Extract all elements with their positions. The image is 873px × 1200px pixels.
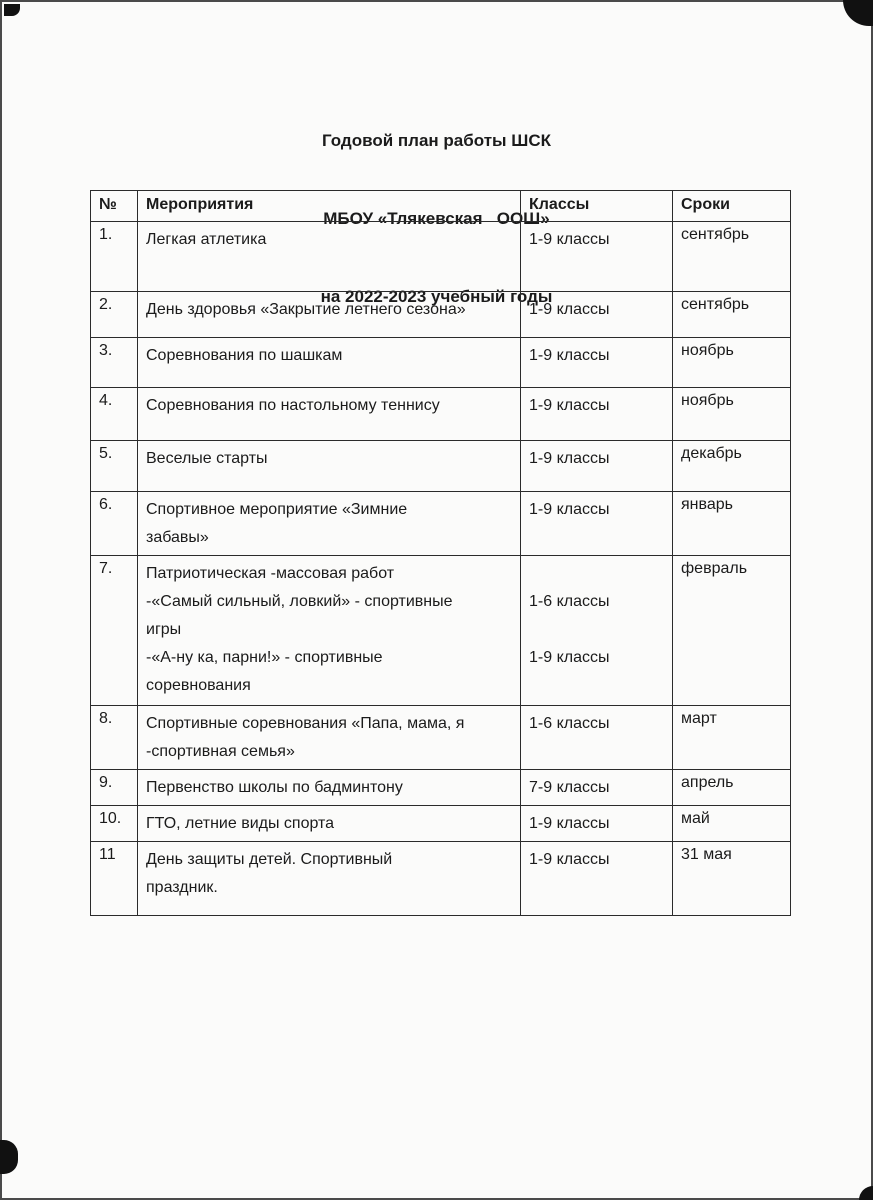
- cell-classes: [521, 388, 673, 441]
- cell-num: 11: [91, 842, 138, 916]
- cell-line: соревнования: [146, 677, 251, 694]
- cell-line: День защиты детей. Спортивный: [146, 851, 393, 868]
- plan-table: [90, 190, 791, 916]
- cell-line: 1-9 классы: [529, 450, 610, 467]
- cell-classes: [521, 338, 673, 388]
- cell-num: 8.: [91, 706, 138, 770]
- cell-line: Первенство школы по бадминтону: [146, 779, 403, 796]
- cell-term: сентябрь: [673, 222, 791, 292]
- cell-classes: [521, 556, 673, 706]
- cell-classes: [521, 770, 673, 806]
- cell-line: 1-6 классы: [529, 593, 610, 610]
- cell-line: игры: [146, 621, 182, 638]
- cell-num: 1.: [91, 222, 138, 292]
- cell-term: декабрь: [673, 441, 791, 492]
- cell-activity: [138, 706, 521, 770]
- cell-classes: [521, 222, 673, 292]
- table-row: [91, 388, 791, 441]
- table-row: [91, 338, 791, 388]
- cell-classes: [521, 842, 673, 916]
- cell-line: Патриотическая -массовая работ: [146, 565, 395, 582]
- table-row: [91, 222, 791, 292]
- cell-classes: [521, 492, 673, 556]
- cell-line: 1-9 классы: [529, 347, 610, 364]
- cell-line: Спортивное мероприятие «Зимние: [146, 501, 408, 518]
- cell-line: забавы»: [146, 529, 209, 546]
- cell-term: март: [673, 706, 791, 770]
- cell-line: [529, 560, 664, 588]
- cell-term: 31 мая: [673, 842, 791, 916]
- table-row: [91, 292, 791, 338]
- scan-artifact-top-right: [843, 0, 873, 26]
- cell-num: 4.: [91, 388, 138, 441]
- title-line-1: Годовой план работы ШСК: [321, 131, 552, 150]
- cell-term: январь: [673, 492, 791, 556]
- cell-num: 2.: [91, 292, 138, 338]
- cell-num: 9.: [91, 770, 138, 806]
- table-row: [91, 806, 791, 842]
- header-num: №: [91, 191, 138, 222]
- cell-line: 1-9 классы: [529, 649, 610, 666]
- cell-line: Легкая атлетика: [146, 231, 267, 248]
- cell-activity: [138, 441, 521, 492]
- scan-artifact-top-left: [4, 4, 20, 16]
- cell-line: 1-9 классы: [529, 501, 610, 518]
- cell-line: 1-9 классы: [529, 815, 610, 832]
- cell-activity: [138, 842, 521, 916]
- scan-artifact-bottom-left: [0, 1140, 18, 1174]
- cell-line: 7-9 классы: [529, 779, 610, 796]
- cell-num: 3.: [91, 338, 138, 388]
- cell-line: 1-9 классы: [529, 397, 610, 414]
- cell-activity: [138, 492, 521, 556]
- cell-line: Соревнования по настольному теннису: [146, 397, 440, 414]
- cell-num: 10.: [91, 806, 138, 842]
- cell-term: май: [673, 806, 791, 842]
- title-line-3: на 2022-2023 учебный годы: [320, 287, 553, 306]
- table-row: [91, 842, 791, 916]
- cell-term: апрель: [673, 770, 791, 806]
- header-classes: Классы: [521, 191, 673, 222]
- header-term: Сроки: [673, 191, 791, 222]
- cell-line: Соревнования по шашкам: [146, 347, 343, 364]
- cell-activity: [138, 388, 521, 441]
- cell-activity: [138, 556, 521, 706]
- table-row: [91, 492, 791, 556]
- cell-line: 1-9 классы: [529, 851, 610, 868]
- table-row: [91, 441, 791, 492]
- cell-term: февраль: [673, 556, 791, 706]
- table-row: [91, 706, 791, 770]
- cell-classes: [521, 706, 673, 770]
- cell-line: День здоровья «Закрытие летнего сезона»: [146, 301, 466, 318]
- cell-term: ноябрь: [673, 388, 791, 441]
- cell-num: 7.: [91, 556, 138, 706]
- cell-activity: [138, 338, 521, 388]
- cell-line: Веселые старты: [146, 450, 268, 467]
- scan-artifact-bottom-right: [859, 1186, 873, 1200]
- table-row: [91, 556, 791, 706]
- cell-line: ГТО, летние виды спорта: [146, 815, 335, 832]
- title-line-2: МБОУ «Тлякевская ООШ»: [323, 209, 550, 228]
- cell-line: праздник.: [146, 879, 218, 896]
- cell-term: сентябрь: [673, 292, 791, 338]
- cell-line: -«Самый сильный, ловкий» - спортивные: [146, 593, 453, 610]
- cell-activity: [138, 292, 521, 338]
- cell-line: [529, 616, 664, 644]
- cell-line: -«А-ну ка, парни!» - спортивные: [146, 649, 383, 666]
- table-row: [91, 770, 791, 806]
- cell-activity: [138, 222, 521, 292]
- cell-classes: [521, 441, 673, 492]
- cell-line: Спортивные соревнования «Папа, мама, я: [146, 715, 465, 732]
- cell-activity: [138, 806, 521, 842]
- plan-table-body: [91, 222, 791, 916]
- cell-line: 1-9 классы: [529, 231, 610, 248]
- cell-line: -спортивная семья»: [146, 743, 295, 760]
- header-activity: Мероприятия: [138, 191, 521, 222]
- cell-num: 5.: [91, 441, 138, 492]
- table-header-row: [91, 191, 791, 222]
- cell-num: 6.: [91, 492, 138, 556]
- cell-classes: [521, 806, 673, 842]
- cell-line: 1-6 классы: [529, 715, 610, 732]
- cell-line: 1-9 классы: [529, 301, 610, 318]
- cell-term: ноябрь: [673, 338, 791, 388]
- cell-activity: [138, 770, 521, 806]
- cell-classes: [521, 292, 673, 338]
